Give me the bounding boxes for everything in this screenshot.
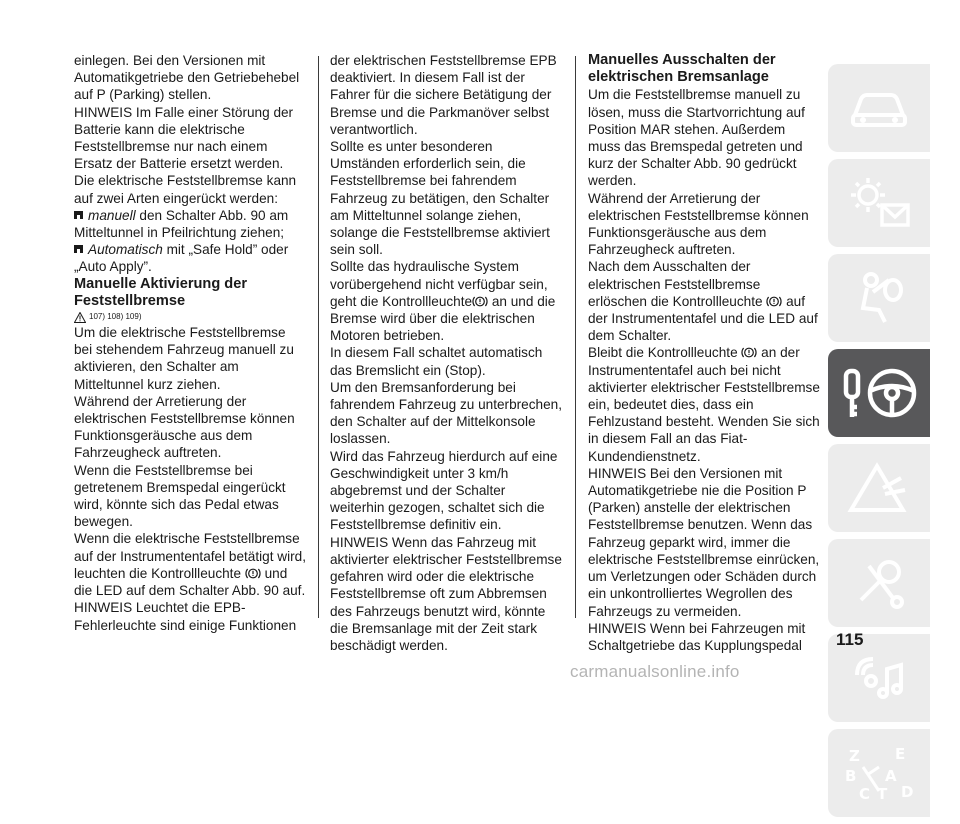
warning-triangle-icon xyxy=(847,460,911,516)
parking-brake-warning-lamp-icon xyxy=(245,567,261,580)
lights-message-icon xyxy=(844,175,914,231)
column-divider xyxy=(318,56,319,618)
index-letter-c: C xyxy=(859,785,871,803)
seat-airbag-icon xyxy=(849,268,909,328)
paragraph: Die elektrische Feststellbremse kann auf zwei Arten eingerückt werden: xyxy=(74,173,297,206)
tab-safety[interactable] xyxy=(828,254,930,342)
chapter-tabs xyxy=(828,64,930,824)
paragraph-text: an der Instrumententafel auch bei nicht aktivierter elektrischer Feststellbremse ein, bedeutet dies, dass ein Fehlzustand besteht. Wenden Sie sich in diesem Fall an das Fiat-Kundendienstnetz. xyxy=(588,345,820,464)
paragraph: Um den Bremsanforderung bei fahrendem Fahrzeug zu unterbrechen, den Schalter auf der Mittelkonsole loslassen. xyxy=(330,379,562,447)
bullet-text: mit „Safe Hold” oder „Auto Apply”. xyxy=(74,242,289,275)
paragraph: Sollte es unter besonderen Umständen erforderlich sein, die Feststellbremse bei fahrendem Fahrzeug zu betätigen, den Schalter am Mitteltunnel solange ziehen, solange die Feststellbremse aktiviert sein soll. xyxy=(330,139,550,258)
paragraph: Wird das Fahrzeug hierdurch auf eine Geschwindigkeit unter 3 km/h abgebremst und der Schalter weiterhin gezogen, schaltet sich die Feststellbremse definitiv ein. xyxy=(330,448,558,533)
bullet-item xyxy=(74,241,306,275)
text-column-1 xyxy=(74,52,306,634)
paragraph: Um die elektrische Feststellbremse bei stehendem Fahrzeug manuell zu aktivieren, den Schalter am Mitteltunnel kurz ziehen. xyxy=(74,325,294,392)
text-column-2 xyxy=(330,52,562,654)
paragraph: Während der Arretierung der elektrischen Feststellbremse können Funktionsgeräusche aus dem Fahrzeugheck auftreten. xyxy=(74,393,295,461)
paragraph-text: Nach dem Ausschalten der elektrischen Feststellbremse erlöschen die Kontrollleuchte xyxy=(588,259,763,309)
paragraph: der elektrischen Feststellbremse EPB deaktiviert. In diesem Fall ist der Fahrer für die sichere Betätigung der Bremse und die Parkmanöver selbst verantwortlich. xyxy=(330,53,557,137)
warning-triangle-icon xyxy=(74,312,86,323)
index-letter-a: A xyxy=(885,767,897,785)
paragraph: In diesem Fall schaltet automatisch das Bremslicht ein (Stop). xyxy=(330,345,543,378)
bullet-icon xyxy=(74,211,83,219)
key-steering-wheel-icon xyxy=(836,361,922,425)
watermark: carmanualsonline.info xyxy=(570,662,740,681)
paragraph: Wenn die Feststellbremse bei getretenem Bremspedal eingerückt wird, könnte sich das Pedal etwas bewegen. xyxy=(74,462,286,530)
bullet-text: den Schalter Abb. 90 am Mitteltunnel in Pfeilrichtung ziehen; xyxy=(74,207,289,241)
index-letter-t: T xyxy=(877,785,888,803)
section-heading: Manuelle Aktivierung der Feststellbremse xyxy=(74,275,248,309)
paragraph-text: an und die Bremse wird über die elektrischen Motoren betrieben. xyxy=(330,293,556,344)
service-tools-icon xyxy=(847,554,911,612)
paragraph-text: Sollte das hydraulische System vorübergehend nicht verfügbar sein, geht die Kontrollleuchte xyxy=(330,259,548,309)
paragraph xyxy=(588,258,820,344)
tab-emergency[interactable] xyxy=(828,444,930,532)
paragraph: HINWEIS Leuchtet die EPB-Fehlerleuchte sind einige Funktionen xyxy=(74,600,297,633)
index-letter-z: Z xyxy=(849,747,860,765)
paragraph-text: auf der Instrumententafel und die LED auf dem Schalter. xyxy=(588,293,818,344)
warning-ref-text: 107) 108) 109) xyxy=(89,312,142,322)
text-column-3 xyxy=(588,52,820,654)
multimedia-icon xyxy=(847,649,911,707)
parking-brake-warning-lamp-icon xyxy=(741,346,757,359)
index-letters-icon xyxy=(839,741,919,805)
tab-starting-driving[interactable] xyxy=(828,349,930,437)
paragraph: HINWEIS Bei den Versionen mit Automatikgetriebe nie die Position P (Parken) anstelle der elektrischen Feststellbremse benutzen. Wenn das Fahrzeug geparkt wird, immer die elektrische Feststellbremse einrücken, um Verletzungen oder Schäden durch ein unkontrolliertes Wegrollen des Fahrzeugs zu vermeiden. xyxy=(588,465,820,619)
section-heading: Manuelles Ausschalten der elektrischen Bremsanlage xyxy=(588,52,776,86)
paragraph-text: Bleibt die Kontrollleuchte xyxy=(588,345,738,361)
tab-dashboard[interactable] xyxy=(828,64,930,152)
page-number: 115 xyxy=(836,630,864,649)
paragraph: einlegen. Bei den Versionen mit Automatikgetriebe den Getriebehebel auf P (Parking) stellen. xyxy=(74,53,300,103)
paragraph xyxy=(74,530,306,599)
paragraph: HINWEIS Im Falle einer Störung der Batterie kann die elektrische Feststellbremse nur nach einem Ersatz der Batterie ersetzt werden. xyxy=(74,104,294,172)
warning-references xyxy=(74,310,306,324)
bullet-icon xyxy=(74,245,83,253)
index-letter-e: E xyxy=(895,745,906,763)
bullet-emphasis: manuell xyxy=(88,207,136,223)
paragraph xyxy=(330,258,562,344)
parking-brake-warning-lamp-icon xyxy=(766,295,782,308)
tab-index[interactable] xyxy=(828,729,930,817)
paragraph: HINWEIS Wenn das Fahrzeug mit aktivierter elektrischer Feststellbremse gefahren wird oder die elektrische Feststellbremse oft zum Abbremsen des Fahrzeugs benutzt wird, könnte die Bremsanlage mit der Zeit stark beschädigt werden. xyxy=(330,534,562,653)
paragraph-text: und die LED auf dem Schalter Abb. 90 auf. xyxy=(74,565,306,599)
bullet-emphasis: Automatisch xyxy=(88,242,163,258)
tab-lights-messages[interactable] xyxy=(828,159,930,247)
index-letter-d: D xyxy=(901,783,914,801)
bullet-item xyxy=(74,207,306,241)
paragraph-text: Wenn die elektrische Feststellbremse auf der Instrumententafel betätigt wird, leuchten die Kontrollleuchte xyxy=(74,531,306,581)
paragraph: Um die Feststellbremse manuell zu lösen, muss die Startvorrichtung auf Position MAR stehen. Außerdem muss das Bremspedal getreten und kurz der Schalter Abb. 90 gedrückt werden. xyxy=(588,87,805,189)
brake-system-warning-lamp-icon xyxy=(472,295,488,308)
paragraph: HINWEIS Wenn bei Fahrzeugen mit Schaltgetriebe das Kupplungspedal xyxy=(588,620,806,653)
column-divider xyxy=(575,56,576,618)
paragraph: Während der Arretierung der elektrischen Feststellbremse können Funktionsgeräusche aus dem Fahrzeugheck auftreten. xyxy=(588,190,809,258)
car-dashboard-icon xyxy=(847,85,911,131)
index-letter-b: B xyxy=(845,767,857,785)
tab-maintenance[interactable] xyxy=(828,539,930,627)
paragraph xyxy=(588,344,820,464)
